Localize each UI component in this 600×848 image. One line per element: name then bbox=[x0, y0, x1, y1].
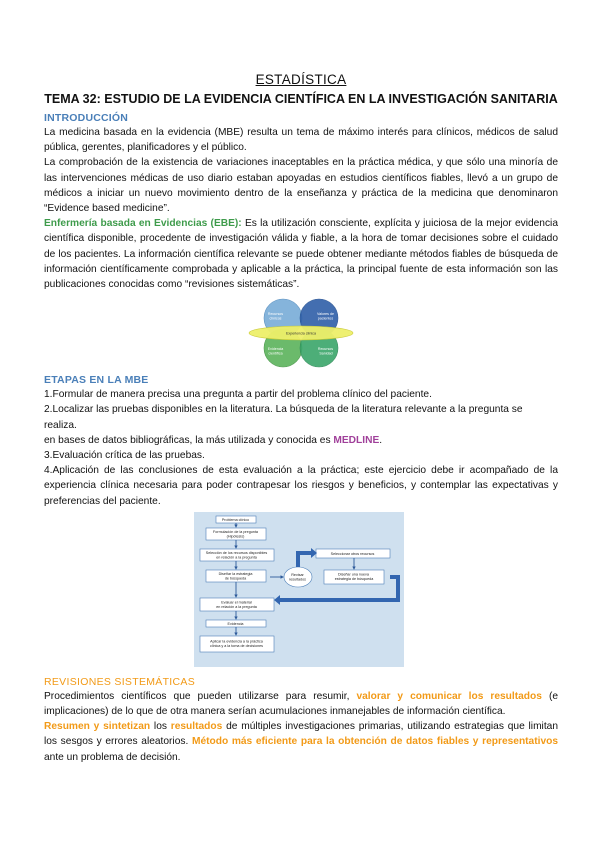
venn-label-bottom-left-2: científica bbox=[268, 351, 283, 356]
flow-text-evaluar-2: en relación a la pregunta bbox=[216, 604, 257, 609]
etapa-3: 3.Evaluación crítica de las pruebas. bbox=[44, 450, 205, 462]
mbe-flowchart bbox=[194, 512, 558, 672]
etapa-2-continued bbox=[44, 433, 558, 448]
page-title: TEMA 32: ESTUDIO DE LA EVIDENCIA CIENTÍFICA EN LA INVESTIGACIÓN SANITARIA bbox=[44, 92, 558, 106]
flow-text-pregunta-1: Formulación de la pregunta bbox=[213, 529, 258, 534]
flowchart-svg bbox=[194, 512, 404, 667]
venn-label-bottom-right-2: Sanidad bbox=[319, 351, 333, 356]
etapas-heading: ETAPAS EN LA MBE bbox=[44, 374, 149, 387]
revisiones-paragraph-2 bbox=[44, 719, 558, 765]
venn-label-top-left-2: clínicos bbox=[269, 316, 282, 321]
flow-text-nueva-estrategia-1: Diseñar una nueva bbox=[338, 572, 369, 577]
document-page bbox=[44, 72, 558, 765]
ebe-venn-diagram bbox=[243, 298, 359, 368]
flow-text-aplicar-2: clínica y a la toma de decisiones bbox=[209, 643, 264, 648]
flow-text-otros-recursos: Seleccionar otros recursos bbox=[330, 551, 375, 556]
flow-text-aplicar-1: Aplicar la evidencia a la práctica bbox=[210, 639, 263, 644]
etapa-4: 4.Aplicación de las conclusiones de esta evaluación a la práctica; este ejercicio debe ir acompañado de la experiencia clínica necesaria para poder contrapesar los riesgos y beneficios, y contemplar las expectativas y preferencias del paciente. bbox=[44, 465, 558, 507]
intro-paragraph-1: La medicina basada en la evidencia (MBE) resulta un tema de máximo interés para clínicos, médicos de salud pública, gerentes, planificadores y el público. bbox=[44, 127, 558, 154]
flow-text-evaluar-1: Evaluar el material bbox=[221, 600, 252, 605]
venn-label-top-right-2: pacientes bbox=[317, 316, 334, 321]
flow-text-estrategia-1: Diseñar la estrategia bbox=[218, 571, 253, 576]
flow-text-pregunta-2: (Hipótesis) bbox=[226, 534, 245, 539]
rev-text-2d: de múltiples investigaciones primarias, utilizando estrategias que limitan los sesgos y errores aleatorios. bbox=[44, 721, 558, 748]
flow-text-revisar-2: resultados bbox=[288, 577, 306, 582]
rev-text-1a: Procedimientos científicos que pueden utilizarse para resumir, bbox=[44, 690, 357, 702]
venn-label-top-right-1: Valores de bbox=[317, 312, 334, 317]
etapa-2-end: . bbox=[379, 434, 383, 446]
intro-paragraph-2: La comprobación de la existencia de variaciones inaceptables en la práctica médica, y que sólo una minoría de las intervenciones médicas de uso diario estaban apoyadas en estudios científicos fiables, llevó a un grupo de médicos a iniciar un nuevo movimiento dentro de la enseñanza y práctica de la medicina que denominaron “Evidence based medicine”. bbox=[44, 157, 558, 215]
rev-highlight-resultados: resultados bbox=[170, 721, 223, 733]
etapa-2-text: en bases de datos bibliográficas, la más utilizada y conocida es bbox=[44, 434, 334, 446]
etapa-2: 2.Localizar las pruebas disponibles en la literatura. La búsqueda de la literatura relevante a la pregunta se realiza. bbox=[44, 404, 523, 431]
etapa-1: 1.Formular de manera precisa una pregunta a partir del problema clínico del paciente. bbox=[44, 389, 432, 401]
rev-text-1c: (e implicaciones) de lo que de otra manera serían acumulaciones inmanejables de información científica. bbox=[44, 690, 558, 718]
venn-label-top-left-1: Recursos bbox=[267, 312, 284, 317]
revisiones-paragraph-1 bbox=[44, 689, 558, 719]
revisiones-heading: REVISIONES SISTEMÁTICAS bbox=[44, 675, 196, 688]
flow-text-problema: Problema clínico bbox=[221, 517, 250, 522]
flow-text-estrategia-2: de búsqueda bbox=[224, 576, 247, 581]
flow-text-revisar-1: Revisar bbox=[291, 572, 304, 577]
flow-text-nueva-estrategia-2: estrategia de búsqueda bbox=[334, 576, 374, 581]
venn-label-bottom-left-1: Evidencia bbox=[267, 347, 284, 352]
venn-label-bottom-right-1: Recursos bbox=[317, 347, 334, 352]
rev-text-2b: los bbox=[150, 721, 171, 733]
venn-label-center: Experiencia clínica bbox=[286, 331, 316, 336]
ebe-paragraph bbox=[44, 216, 558, 292]
rev-highlight-resumen: Resumen y sintetizan bbox=[44, 721, 151, 733]
ebe-term: Enfermería basada en Evidencias (EBE): bbox=[44, 218, 242, 230]
flow-text-evidencia: Evidencia bbox=[227, 621, 244, 626]
intro-heading: INTRODUCCIÓN bbox=[44, 112, 129, 124]
medline-term: MEDLINE bbox=[333, 434, 380, 446]
ebe-text: Es la utilización consciente, explícita y juiciosa de la mejor evidencia científica disponible, procedente de investigación válida y fiable, a la hora de tomar decisiones sobre el cuidado de los pacientes. La información científica relevante se puede obtener mediante métodos fiables de búsqueda de información científicamente comprobada y aplicable a la práctica, la principal fuente de esta información son las publicaciones conocidas como “revisiones sistemáticas”. bbox=[44, 218, 558, 291]
rev-highlight-metodo: Método más eficiente para la obtención de datos fiables y representativos bbox=[191, 736, 558, 748]
flow-text-recursos-1: Selección de los recursos disponibles bbox=[205, 550, 268, 555]
rev-text-2f: ante un problema de decisión. bbox=[44, 751, 181, 763]
flow-text-recursos-2: en relación a la pregunta bbox=[216, 555, 257, 560]
subject-title: ESTADÍSTICA bbox=[255, 72, 347, 87]
rev-highlight-valorar: valorar y comunicar los resultados bbox=[356, 690, 542, 702]
